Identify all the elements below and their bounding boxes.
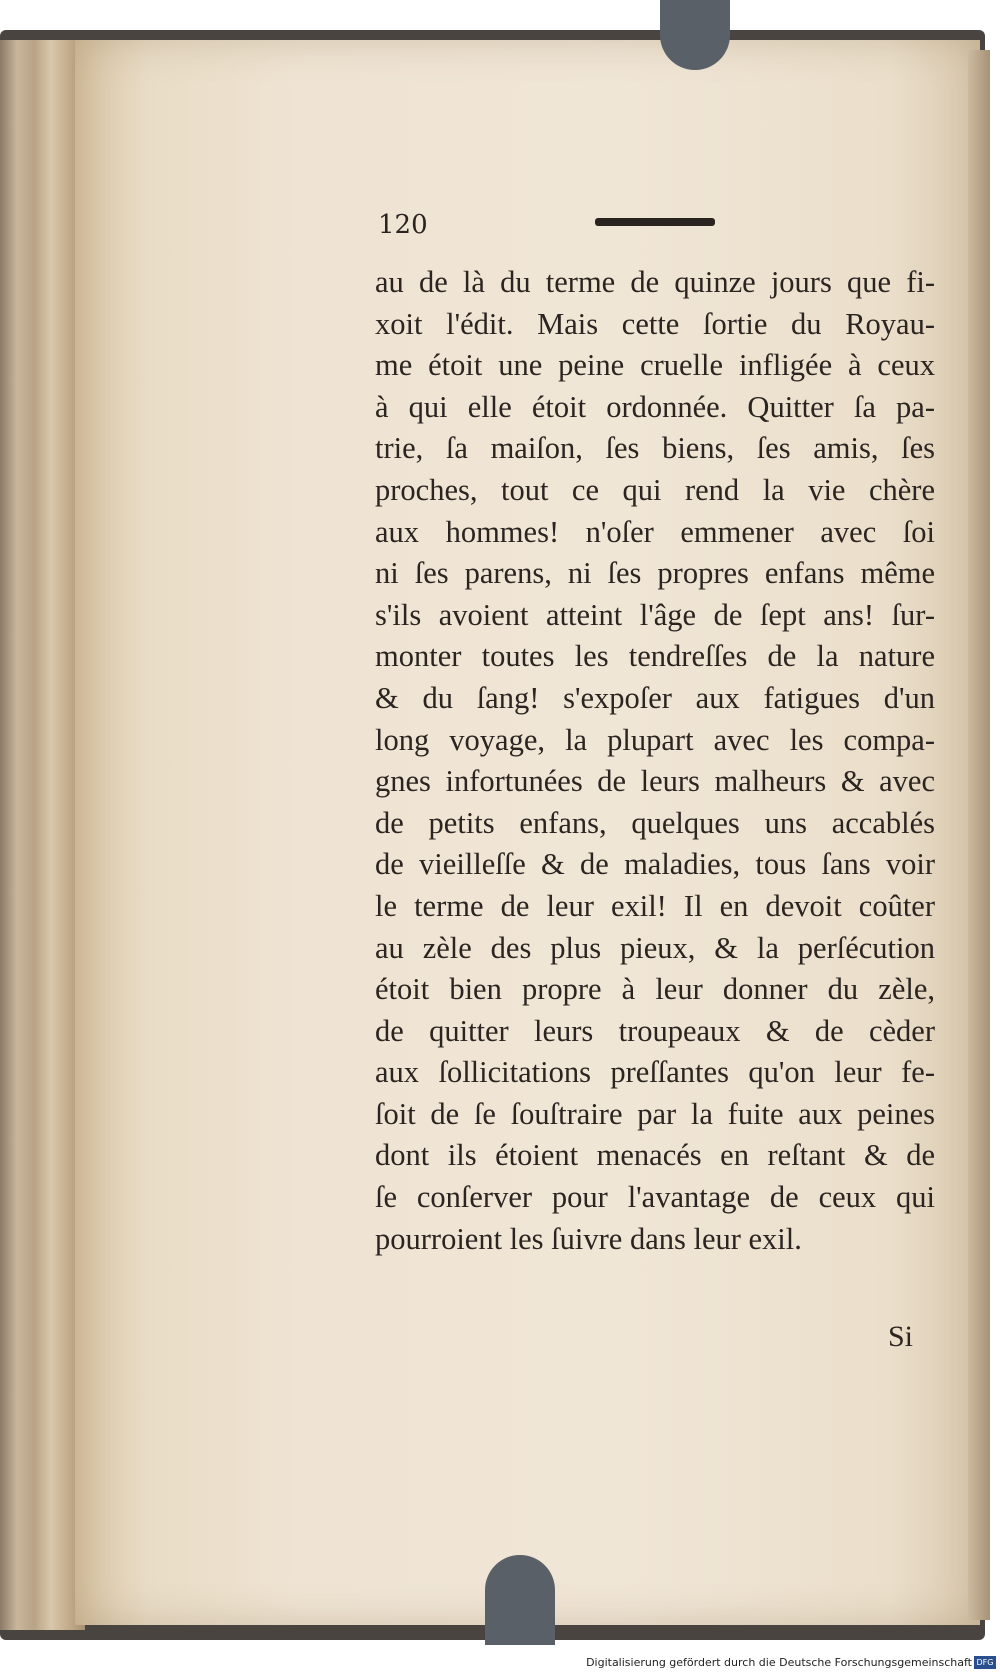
text-line: le terme de leur exil! Il en devoit coûter [375,888,935,923]
header-ornament [595,218,715,226]
text-line: de quitter leurs troupeaux & de cèder [375,1013,935,1048]
text-line: me étoit une peine cruelle infligée à ceux [375,348,935,383]
text-line: gnes infortunées de leurs malheurs & avec [375,764,935,799]
text-line: étoit bien propre à leur donner du zèle, [375,972,935,1007]
page-number: 120 [378,210,428,240]
text-line: xoit l'édit. Mais cette ſortie du Royau- [375,306,935,341]
text-line: ſoit de ſe ſouſtraire par la fuite aux peines [375,1096,935,1131]
text-line: trie, ſa maiſon, ſes biens, ſes amis, ſes [375,431,935,466]
text-line: aux ſollicitations preſſantes qu'on leur fe- [375,1055,935,1090]
dfg-logo-icon: DFG [974,1656,996,1669]
text-line: au zèle des plus pieux, & la perſécution [375,930,935,965]
text-line: s'ils avoient atteint l'âge de ſept ans! ſur- [375,597,935,632]
text-line: ni ſes parens, ni ſes propres enfans même [375,556,935,591]
text-line: proches, tout ce qui rend la vie chère [375,472,935,507]
text-line: aux hommes! n'oſer emmener avec ſoi [375,514,935,549]
text-line: à qui elle étoit ordonnée. Quitter ſa pa- [375,389,935,424]
text-line: dont ils étoient menacés en reſtant & de [375,1138,935,1173]
catchword: Si [888,1320,914,1353]
text-line: & du ſang! s'expoſer aux fatigues d'un [375,680,935,715]
page-edges-left [0,40,85,1630]
footer-credit: Digitalisierung gefördert durch die Deutsche Forschungsgemeinschaft [586,1656,972,1669]
top-clip [660,0,730,70]
text-line: monter toutes les tendreſſes de la nature [375,639,935,674]
body-text [375,262,935,1260]
text-line: long voyage, la plupart avec les compa- [375,722,935,757]
text-line: ſe conſerver pour l'avantage de ceux qui [375,1180,935,1215]
text-line: de petits enfans, quelques uns accablés [375,805,935,840]
text-line: au de là du terme de quinze jours que fi- [375,265,935,299]
text-line: pourroient les ſuivre dans leur exil. [375,1221,802,1256]
bottom-clip [485,1555,555,1645]
text-line: de vieilleſſe & de maladies, tous ſans voir [375,847,935,882]
page-edges-right [968,50,990,1620]
